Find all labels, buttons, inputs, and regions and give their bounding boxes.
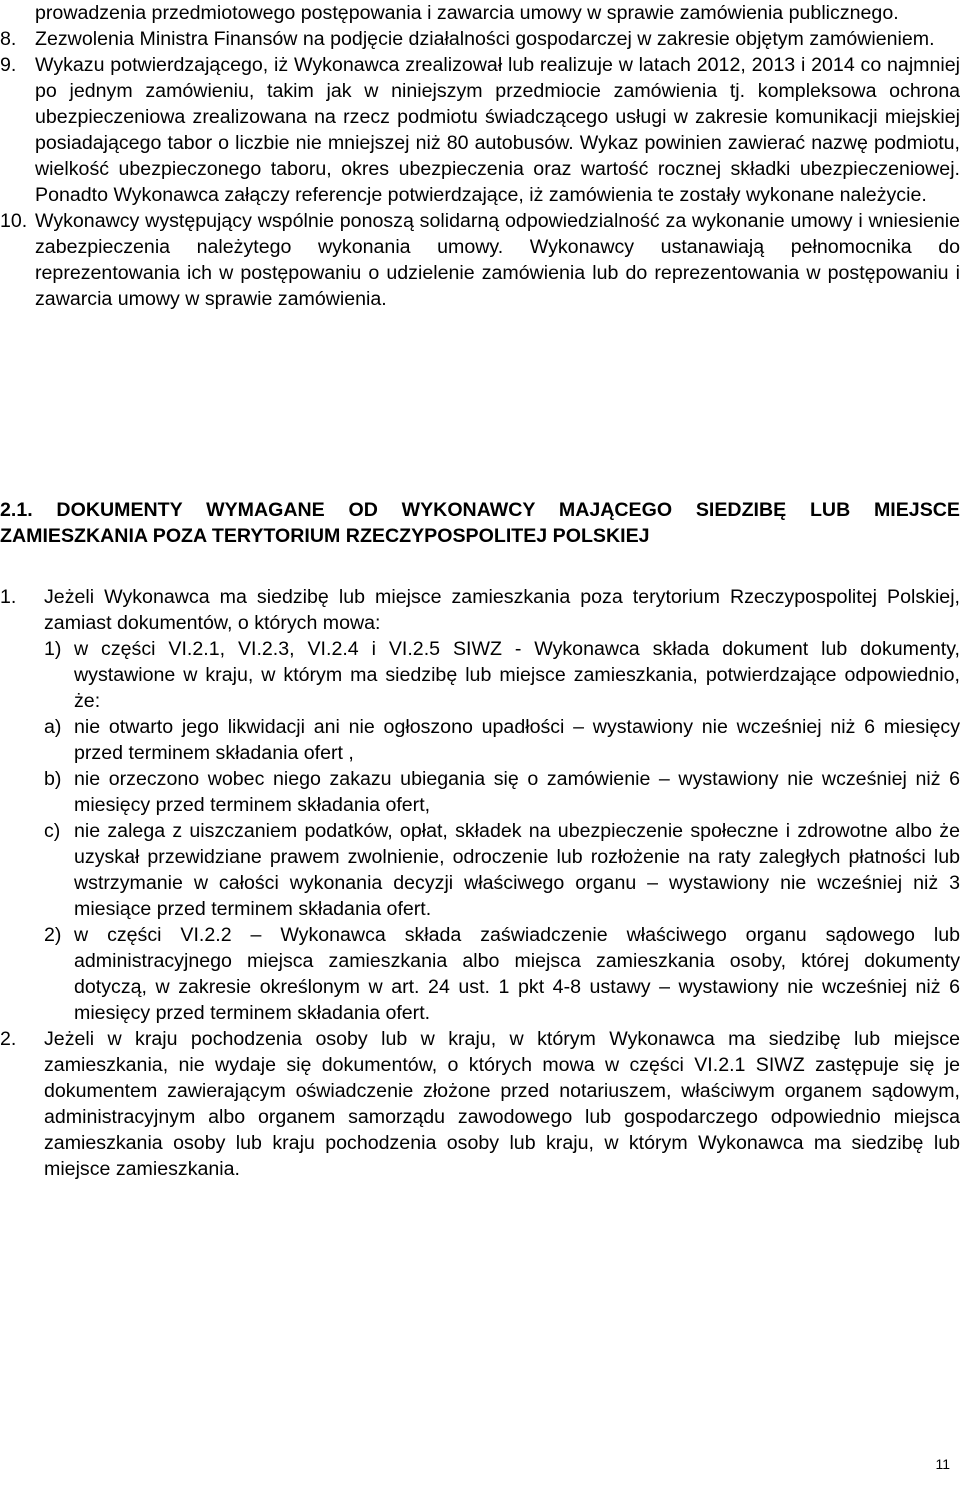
subpoint-text: nie orzeczono wobec niego zakazu ubiegania się o zamówienie – wystawiony nie wcześniej niż 6 miesięcy przed terminem składania ofert, xyxy=(74,768,960,816)
list-item-8 xyxy=(0,26,960,52)
subpoint-b xyxy=(44,766,960,818)
item-text: Wykonawcy występujący wspólnie ponoszą solidarną odpowiedzialność za wykonanie umowy i wniesienie zabezpieczenia należytego wykonania umowy. Wykonawcy ustanawiają pełnomocnika do reprezentowania ich w postępowaniu o udzielenie zamówienia lub do reprezentowania w postępowaniu i zawarcia umowy w sprawie zamówienia. xyxy=(35,210,960,310)
list-item-10 xyxy=(0,208,960,312)
subpoint-letter: c) xyxy=(44,820,61,842)
paragraph-1 xyxy=(0,584,960,1026)
section-heading: 2.1. DOKUMENTY WYMAGANE OD WYKONAWCY MAJĄCEGO SIEDZIBĘ LUB MIEJSCE ZAMIESZKANIA POZA TERYTORIUM RZECZYPOSPOLITEJ POLSKIEJ xyxy=(0,499,960,547)
item-text: Wykazu potwierdzającego, iż Wykonawca zrealizował lub realizuje w latach 2012, 2013 i 2014 co najmniej po jednym zamówieniu, takim jak w niniejszym przedmiocie zamówienia tj. kompleksowa ochrona ubezpieczeniowa zrealizowana na rzecz podmiotu świadczącego usługi w zakresie komunikacji miejskiej posiadającego tabor o liczbie nie mniejszej niż 80 autobusów. Wykaz powinien zawierać nazwę podmiotu, wielkość ubezpieczonego taboru, okres ubezpieczenia oraz wartość rocznej składki ubezpieczeniowej. Ponadto Wykonawca załączy referencje potwierdzające, iż zamówienia te zostały wykonane należycie. xyxy=(35,54,960,206)
subpoint-c xyxy=(44,818,960,922)
subpoint-letter: a) xyxy=(44,716,62,738)
paragraph-intro: Jeżeli Wykonawca ma siedzibę lub miejsce zamieszkania poza terytorium Rzeczypospolitej Polskiej, zamiast dokumentów, o których mowa: xyxy=(44,586,960,634)
paragraph-text: Jeżeli w kraju pochodzenia osoby lub w kraju, w którym Wykonawca ma siedzibę lub miejsce zamieszkania, nie wydaje się dokumentów, o których mowa w części VI.2.1 SIWZ zastępuje się je dokumentem zawierającym oświadczenie złożone przed notariuszem, właściwym organem sądowym, administracyjnym albo organem samorządu zawodowego lub gospodarczego odpowiednio miejsca zamieszkania osoby lub kraju pochodzenia osoby lub kraju, w którym Wykonawca ma siedzibę lub miejsce zamieszkania. xyxy=(44,1028,960,1180)
subpoint-text: w części VI.2.1, VI.2.3, VI.2.4 i VI.2.5 SIWZ - Wykonawca składa dokument lub dokumenty, wystawione w kraju, w którym ma siedzibę lub miejsce zamieszkania, potwierdzające odpowiednio, że: xyxy=(74,638,960,712)
item-number: 9. xyxy=(0,54,17,76)
subpoint-1 xyxy=(44,636,960,714)
subpoint-a xyxy=(44,714,960,766)
subpoint-text: w części VI.2.2 – Wykonawca składa zaświadczenie właściwego organu sądowego lub administracyjnego miejsca zamieszkania albo miejsca zamieszkania osoby, której dokumenty dotyczą, w zakresie określonym w art. 24 ust. 1 pkt 4-8 ustawy – wystawiony nie wcześniej niż 6 miesięcy przed terminem składania ofert. xyxy=(74,924,960,1024)
subpoint-letter: b) xyxy=(44,768,62,790)
page-number: 11 xyxy=(935,1456,950,1472)
subpoint-number: 2) xyxy=(44,924,62,946)
requirements-list xyxy=(0,0,960,312)
paragraph-number: 2. xyxy=(0,1028,17,1050)
subpoint-text: nie zalega z uiszczaniem podatków, opłat, składek na ubezpieczenie społeczne i zdrowotne albo że uzyskał przewidziane prawem zwolnienie, odroczenie lub rozłożenie na raty zaległych płatności lub wstrzymanie w całości wykonania decyzji właściwego organu – wystawiony nie wcześniej niż 3 miesiące przed terminem składania ofert. xyxy=(74,820,960,920)
list-item-continuation xyxy=(0,0,960,26)
subpoint-number: 1) xyxy=(44,638,62,660)
paragraph-number: 1. xyxy=(0,586,17,608)
paragraph-2 xyxy=(0,1026,960,1182)
item-number: 10. xyxy=(0,210,28,232)
item-number: 8. xyxy=(0,28,17,50)
foreign-contractor-section xyxy=(0,584,960,1182)
subpoint-text: nie otwarto jego likwidacji ani nie ogłoszono upadłości – wystawiony nie wcześniej niż 6 miesięcy przed terminem składania ofert , xyxy=(74,716,960,764)
item-text: Zezwolenia Ministra Finansów na podjęcie działalności gospodarczej w zakresie objętym zamówieniem. xyxy=(35,28,935,50)
list-item-9 xyxy=(0,52,960,208)
subpoint-2 xyxy=(44,922,960,1026)
continuation-text: prowadzenia przedmiotowego postępowania i zawarcia umowy w sprawie zamówienia publicznego. xyxy=(35,2,899,24)
